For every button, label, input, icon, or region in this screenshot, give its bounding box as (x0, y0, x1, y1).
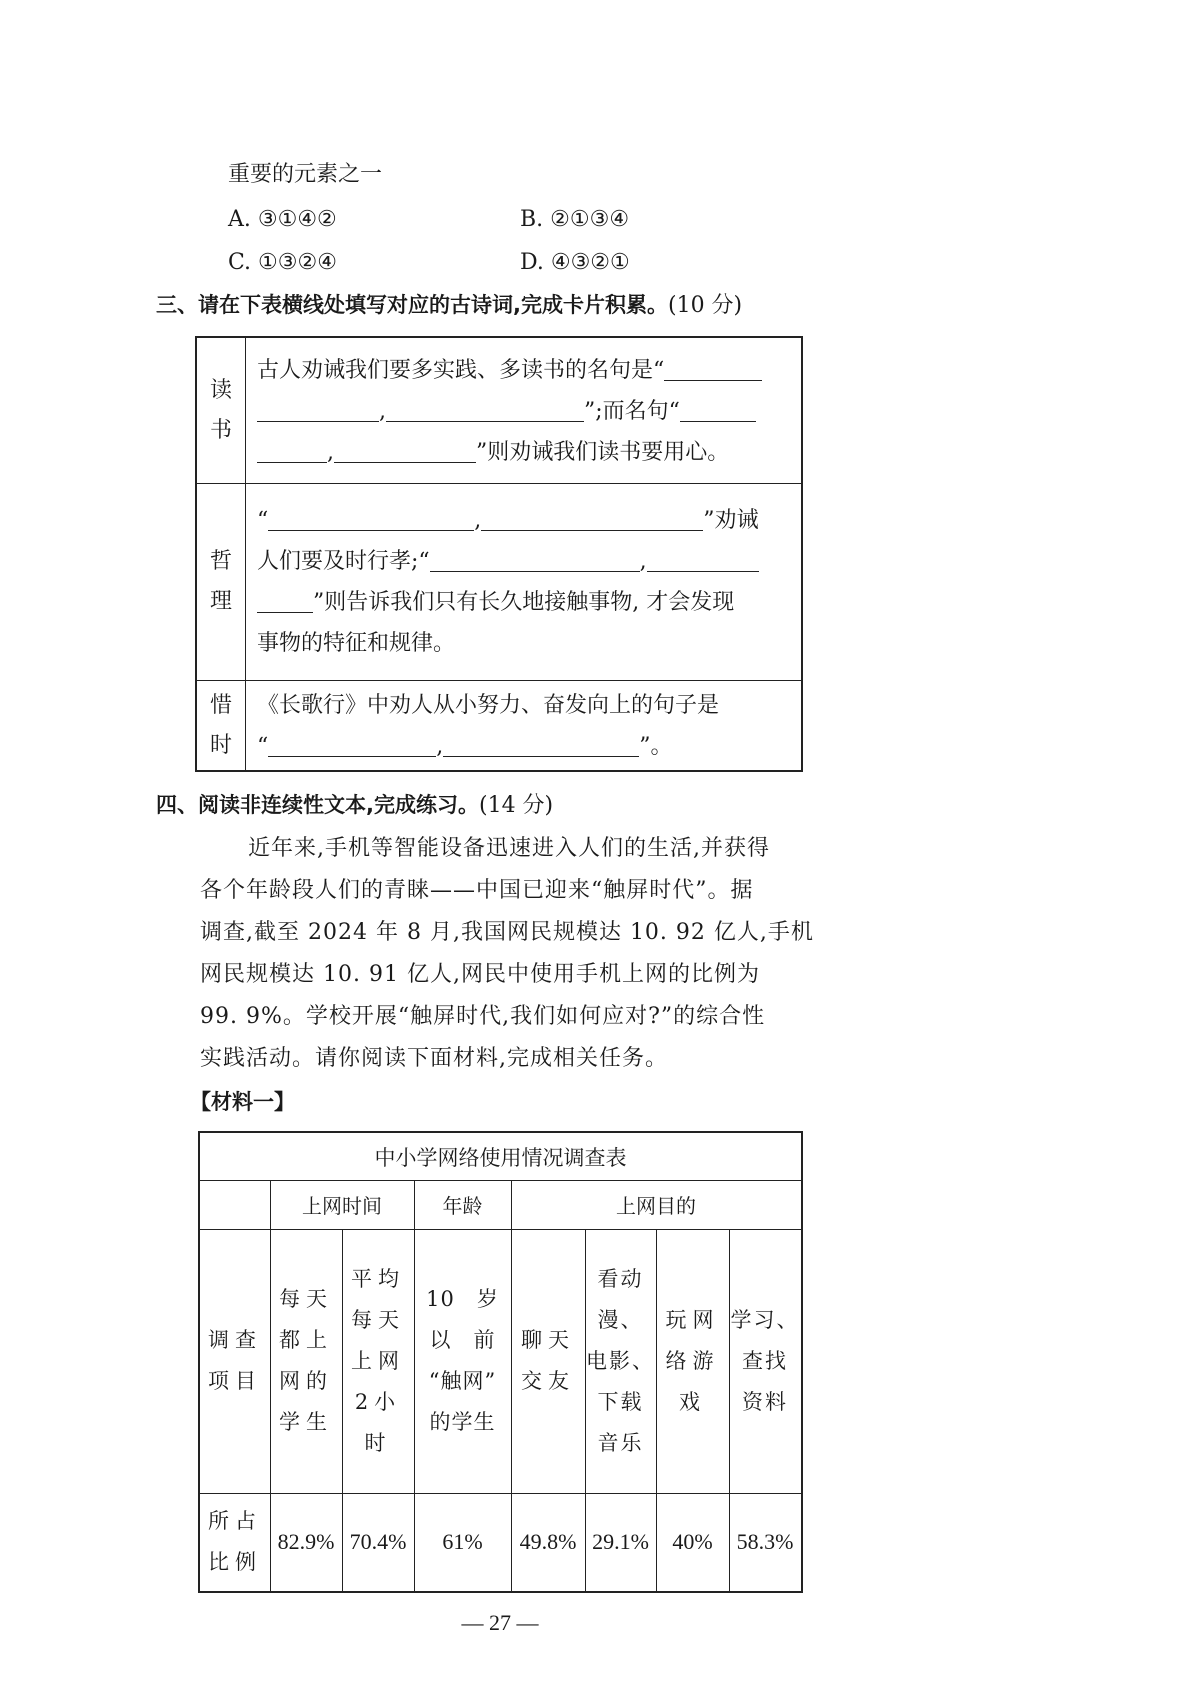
value-daily-online: 82.9% (277, 1529, 335, 1554)
blank[interactable] (481, 508, 703, 531)
header-purpose: 上网目的 (616, 1194, 696, 1218)
card-row-time: 惜 时 《长歌行》中劝人从小努力、奋发向上的句子是 “ , ”。 (197, 681, 801, 770)
blank[interactable] (664, 358, 762, 381)
card-label-reading: 读 书 (197, 338, 246, 483)
card-row-philosophy: 哲 理 “ , ”劝诫 人们要及时行孝;“ , ”则告诉我们只有长久地接触事物, 才会发现 事物的特征和规律。 (197, 484, 801, 681)
blank[interactable] (386, 399, 584, 422)
value-before-ten: 61% (442, 1529, 483, 1554)
blank[interactable] (680, 399, 756, 422)
blank[interactable] (647, 549, 759, 572)
option-d: D. ④③②① (520, 250, 630, 275)
card-row-reading: 读 书 古人劝诫我们要多实践、多读书的名句是“ , ”;而名句“ , ”则劝诫我们读书要用心。 (197, 338, 801, 484)
section3-heading: 三、请在下表横线处填写对应的古诗词,完成卡片积累。(10 分) (156, 293, 743, 318)
survey-table-title: 中小学网络使用情况调查表 (200, 1133, 801, 1181)
value-study: 58.3% (736, 1529, 794, 1554)
value-games: 40% (672, 1529, 713, 1554)
item-daily-online: 每天 都上 网的 学生 (279, 1287, 333, 1434)
page-number: — 27 — (461, 1610, 539, 1635)
blank[interactable] (268, 734, 436, 757)
poetry-card-table (195, 336, 803, 772)
item-study: 学习、 查找 资料 (730, 1307, 800, 1414)
item-chat: 聊天 交友 (521, 1328, 575, 1393)
item-games: 玩网 络游 戏 (665, 1307, 720, 1414)
blank[interactable] (334, 440, 476, 463)
item-two-hours: 平均 每天 上网 2小 时 (351, 1266, 405, 1455)
header-age: 年龄 (442, 1194, 483, 1218)
survey-table (198, 1131, 803, 1593)
blank[interactable] (257, 590, 313, 613)
card-label-philosophy: 哲 理 (197, 484, 246, 680)
value-chat: 49.8% (519, 1529, 577, 1554)
blank[interactable] (257, 440, 327, 463)
section4-heading: 四、阅读非连续性文本,完成练习。(14 分) (156, 793, 554, 818)
header-online-time: 上网时间 (302, 1194, 382, 1218)
material-label: 【材料一】 (190, 1090, 295, 1114)
option-b: B. ②①③④ (520, 207, 630, 232)
item-before-ten: 10 岁 以 前 “触网” 的学生 (426, 1287, 499, 1434)
section4-paragraph: 近年来,手机等智能设备迅速进入人们的生活,并获得 各个年龄段人们的青睐——中国已迎来“触屏时代”。据 调查,截至 2024 年 8 月,我国网民规模达 10. 92 亿人,手机 网民规模达 10. 91 亿人,网民中使用手机上网的比例为 99. 9%。学校开展“触屏时代,我们如何应对?”的综合性 实践活动。请你阅读下面材料,完成相关任务。 (200, 836, 814, 1071)
row-label-items: 调查 项目 (208, 1328, 262, 1393)
option-c: C. ①③②④ (228, 250, 337, 275)
option-a: A. ③①④② (228, 207, 337, 232)
intro-line: 重要的元素之一 (228, 162, 383, 187)
item-entertainment: 看动 漫、 电影、 下载 音乐 (586, 1266, 655, 1455)
row-label-ratio: 所占 比例 (208, 1509, 262, 1574)
value-two-hours: 70.4% (349, 1529, 407, 1554)
blank[interactable] (443, 734, 639, 757)
blank[interactable] (257, 399, 379, 422)
blank[interactable] (268, 508, 474, 531)
value-entertainment: 29.1% (592, 1529, 649, 1554)
card-label-time: 惜 时 (197, 681, 246, 770)
blank[interactable] (430, 549, 640, 572)
